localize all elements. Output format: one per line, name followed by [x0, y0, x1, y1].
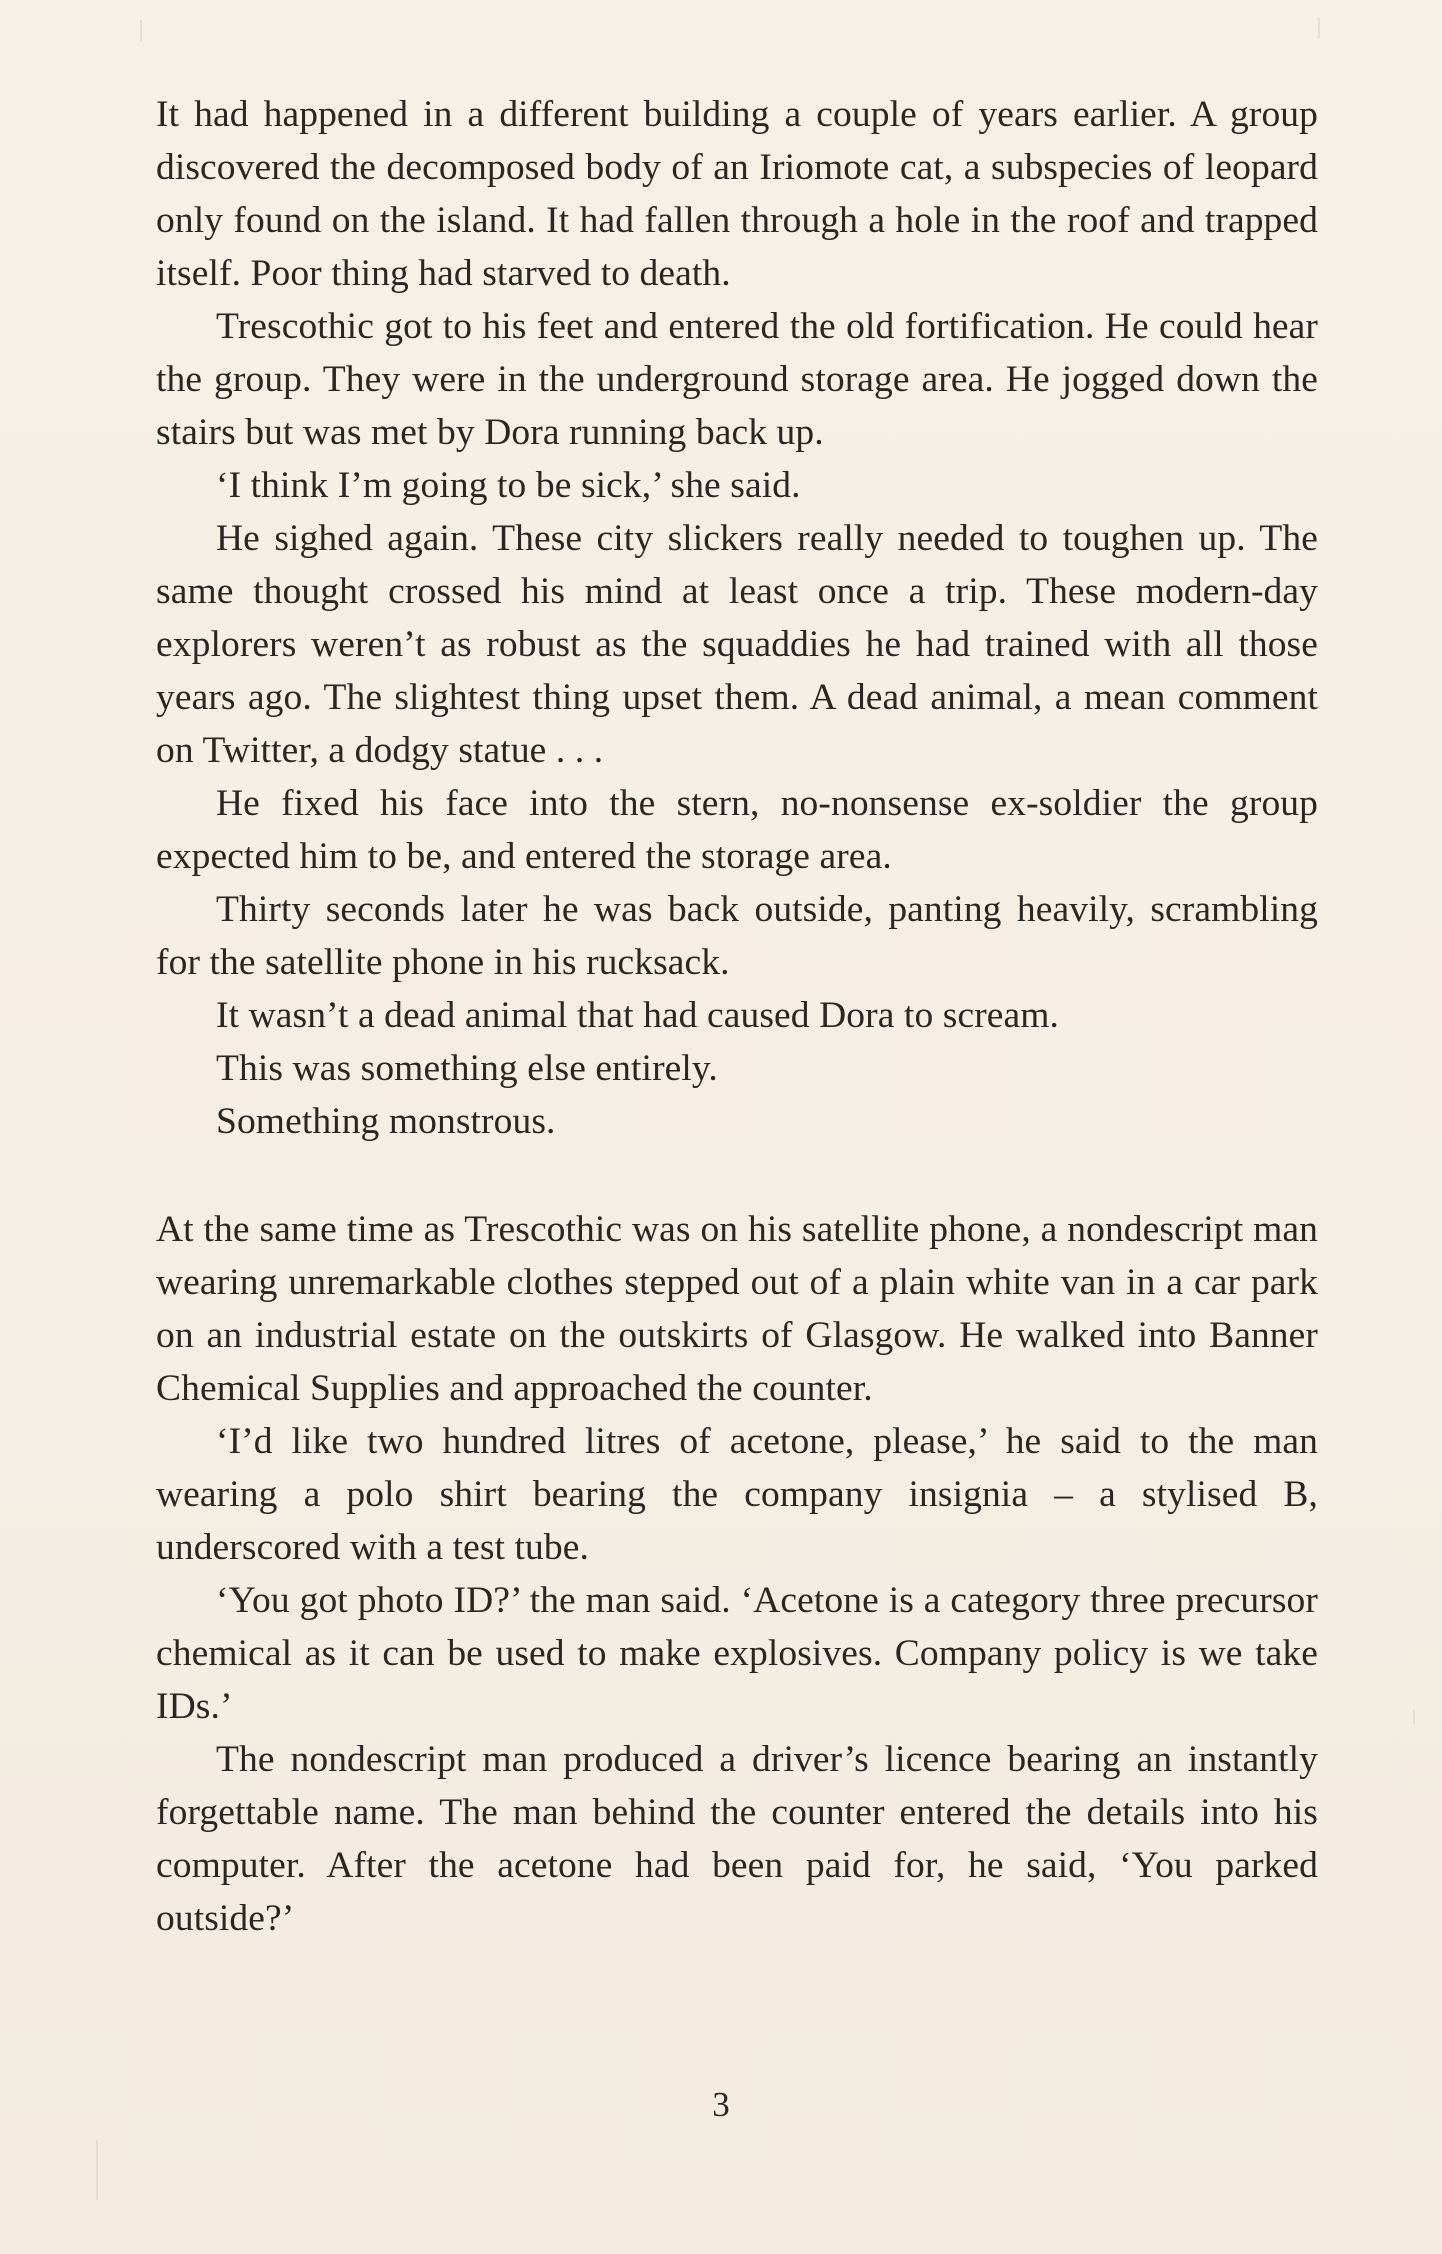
paragraph: At the same time as Trescothic was on his satellite phone, a nondescript man wearing unremarkable clothes stepped out of a plain white van in a car park on an industrial estate on the outskirts of Glasgow. He walked into Banner Chemical Supplies and approached the counter.	[156, 1209, 1318, 1409]
paragraph: Trescothic got to his feet and entered the old fortification. He could hear the group. They were in the underground storage area. He jogged down the stairs but was met by Dora running back up.	[156, 306, 1318, 453]
paper-speck	[1318, 18, 1320, 38]
paper-speck	[96, 2140, 98, 2200]
paragraph: Thirty seconds later he was back outside, panting heavily, scrambling for the satellite phone in his rucksack.	[156, 889, 1318, 983]
paragraph: The nondescript man produced a driver’s licence bearing an instantly forgettable name. The man behind the counter entered the details into his computer. After the acetone had been paid for, he said, ‘You parked outside?’	[156, 1739, 1318, 1939]
paragraph: Something monstrous.	[216, 1101, 556, 1142]
paper-speck	[140, 20, 142, 42]
paragraph: He sighed again. These city slickers really needed to toughen up. The same thought crossed his mind at least once a trip. These modern-day explorers weren’t as robust as the squaddies he had trained with all those years ago. The slightest thing upset them. A dead animal, a mean comment on Twitter, a dodgy statue . . .	[156, 518, 1318, 771]
page-number: 3	[712, 2085, 730, 2124]
paper-speck	[1413, 1710, 1415, 1724]
paragraph: ‘You got photo ID?’ the man said. ‘Acetone is a category three precursor chemical as it can be used to make explosives. Company policy is we take IDs.’	[156, 1580, 1318, 1727]
paragraph: This was something else entirely.	[216, 1048, 718, 1089]
paragraph: ‘I think I’m going to be sick,’ she said.	[216, 465, 801, 506]
paragraph: He fixed his face into the stern, no-nonsense ex-soldier the group expected him to be, and entered the storage area.	[156, 783, 1318, 877]
text-section-one	[156, 88, 1318, 1148]
paragraph: It wasn’t a dead animal that had caused Dora to scream.	[216, 995, 1060, 1036]
paragraph: It had happened in a different building a couple of years earlier. A group discovered the decomposed body of an Iriomote cat, a subspecies of leopard only found on the island. It had fallen through a hole in the roof and trapped itself. Poor thing had starved to death.	[156, 94, 1318, 294]
paragraph: ‘I’d like two hundred litres of acetone, please,’ he said to the man wearing a polo shirt bearing the company insignia – a stylised B, underscored with a test tube.	[156, 1421, 1318, 1568]
text-section-two	[156, 1203, 1318, 1945]
